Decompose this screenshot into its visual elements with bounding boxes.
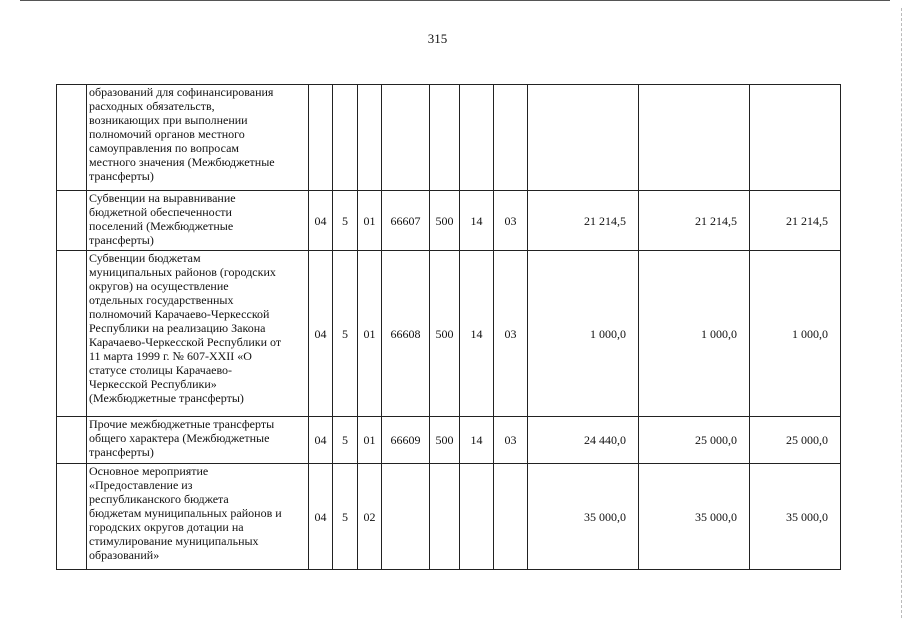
code-cell xyxy=(430,85,460,191)
code-cell: 04 xyxy=(309,251,333,417)
row-number-cell xyxy=(57,85,87,191)
code-cell: 03 xyxy=(494,417,528,464)
row-number-cell xyxy=(57,191,87,251)
top-border-line xyxy=(20,0,890,1)
amount-cell: 21 214,5 xyxy=(528,191,639,251)
code-cell xyxy=(382,85,430,191)
table-row xyxy=(57,417,841,464)
code-cell xyxy=(333,85,358,191)
amount-cell: 1 000,0 xyxy=(528,251,639,417)
code-cell xyxy=(460,85,494,191)
code-cell: 04 xyxy=(309,191,333,251)
code-cell xyxy=(494,464,528,570)
amount-cell: 35 000,0 xyxy=(750,464,841,570)
code-cell: 5 xyxy=(333,464,358,570)
code-cell xyxy=(494,85,528,191)
description-cell xyxy=(87,85,309,191)
amount-cell: 35 000,0 xyxy=(528,464,639,570)
description-cell xyxy=(87,191,309,251)
code-cell: 500 xyxy=(430,191,460,251)
code-cell: 14 xyxy=(460,191,494,251)
amount-cell: 25 000,0 xyxy=(639,417,750,464)
code-cell: 500 xyxy=(430,417,460,464)
code-cell xyxy=(460,464,494,570)
code-cell: 02 xyxy=(358,464,382,570)
description-cell xyxy=(87,464,309,570)
description-text: образований для софинансирования расходных обязательств, возникающих при выполнении полномочий органов местного самоуправления по вопросам местного значения (Межбюджетные трансферты) xyxy=(89,85,275,183)
code-cell: 01 xyxy=(358,191,382,251)
code-cell: 01 xyxy=(358,417,382,464)
row-number-cell xyxy=(57,251,87,417)
table-row xyxy=(57,251,841,417)
amount-cell: 21 214,5 xyxy=(750,191,841,251)
description-text: Прочие межбюджетные трансферты общего характера (Межбюджетные трансферты) xyxy=(89,417,275,459)
code-cell: 500 xyxy=(430,251,460,417)
code-cell: 01 xyxy=(358,251,382,417)
code-cell: 14 xyxy=(460,251,494,417)
amount-cell xyxy=(750,85,841,191)
table-row xyxy=(57,85,841,191)
amount-cell: 24 440,0 xyxy=(528,417,639,464)
budget-table xyxy=(56,84,841,570)
code-cell: 14 xyxy=(460,417,494,464)
code-cell: 5 xyxy=(333,191,358,251)
description-cell xyxy=(87,417,309,464)
row-number-cell xyxy=(57,464,87,570)
amount-cell xyxy=(528,85,639,191)
amount-cell: 21 214,5 xyxy=(639,191,750,251)
page-edge-line xyxy=(901,8,902,618)
code-cell xyxy=(382,464,430,570)
code-cell xyxy=(358,85,382,191)
page-number: 315 xyxy=(427,31,448,46)
description-cell xyxy=(87,251,309,417)
row-number-cell xyxy=(57,417,87,464)
code-cell: 66608 xyxy=(382,251,430,417)
amount-cell xyxy=(639,85,750,191)
table-row xyxy=(57,191,841,251)
code-cell: 5 xyxy=(333,417,358,464)
code-cell: 03 xyxy=(494,191,528,251)
code-cell: 04 xyxy=(309,417,333,464)
code-cell: 03 xyxy=(494,251,528,417)
code-cell: 66607 xyxy=(382,191,430,251)
code-cell: 66609 xyxy=(382,417,430,464)
code-cell: 04 xyxy=(309,464,333,570)
amount-cell: 35 000,0 xyxy=(639,464,750,570)
table-row xyxy=(57,464,841,570)
description-text: Основное мероприятие «Предоставление из республиканского бюджета бюджетам муниципальных районов и городских округов дотации на стимулирование муниципальных образований» xyxy=(89,464,282,562)
amount-cell: 1 000,0 xyxy=(750,251,841,417)
code-cell: 5 xyxy=(333,251,358,417)
amount-cell: 1 000,0 xyxy=(639,251,750,417)
amount-cell: 25 000,0 xyxy=(750,417,841,464)
description-text: Субвенции бюджетам муниципальных районов (городских округов) на осуществление отдельных государственных полномочий Карачаево-Черкесской Республики на реализацию Закона Карачаево-Черкесской Республики от 11 марта 1999 г. № 607-XXII «О статусе столицы Карачаево- Черкесской Республики» (Межбюджетные трансферты) xyxy=(89,251,282,405)
description-text: Субвенции на выравнивание бюджетной обеспеченности поселений (Межбюджетные трансферты) xyxy=(89,191,236,247)
code-cell xyxy=(309,85,333,191)
code-cell xyxy=(430,464,460,570)
